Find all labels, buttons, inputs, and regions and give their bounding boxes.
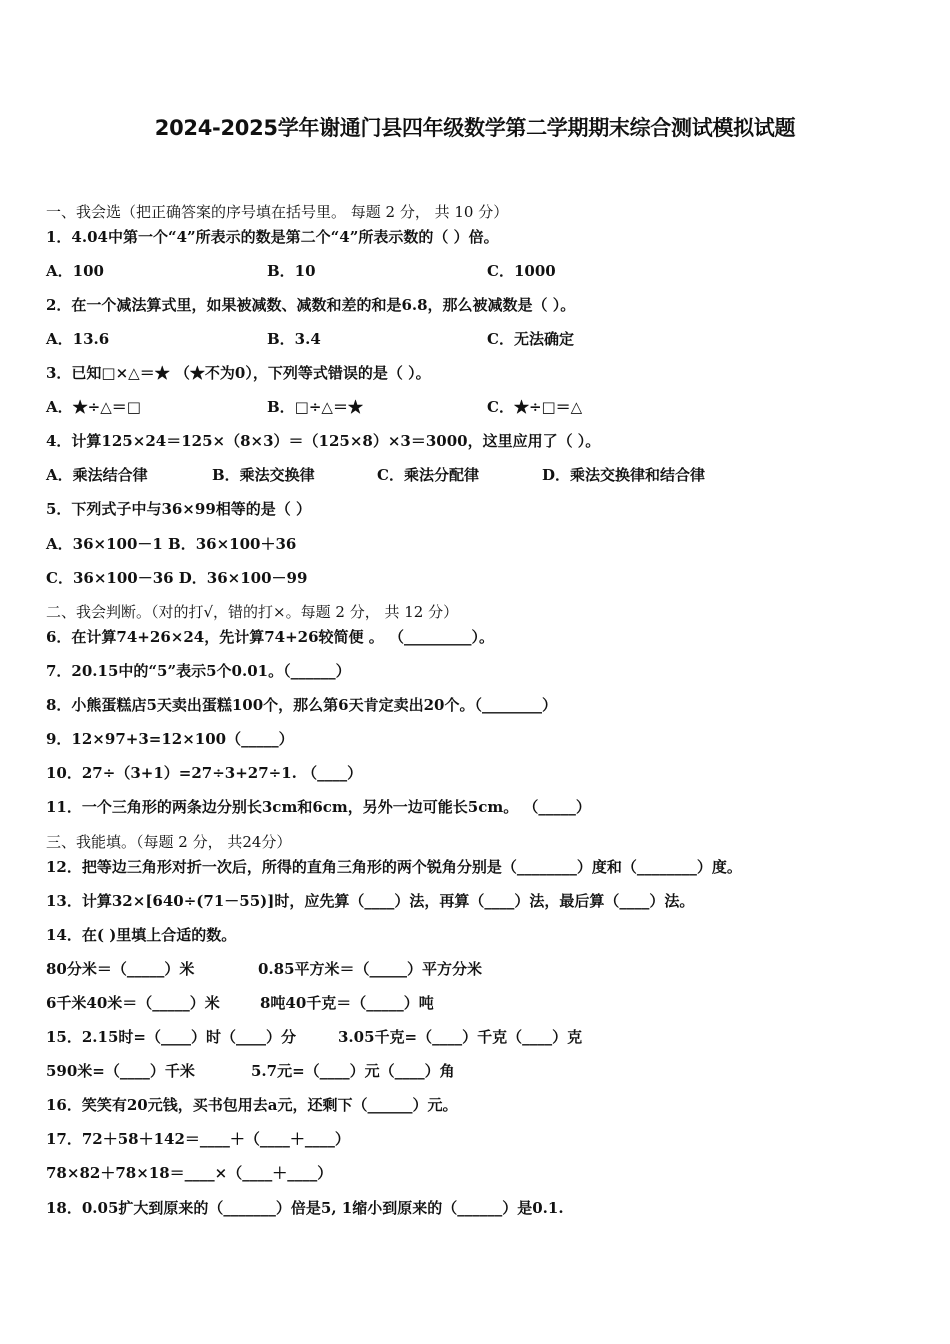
question-17-line-1: 17．72＋58＋142＝____＋（____＋____） xyxy=(46,1130,350,1148)
section-2-heading: 二、我会判断。（对的打√，错的打×。每题 2 分， 共 12 分） xyxy=(46,603,459,621)
question-18: 18．0.05扩大到原来的（_______）倍是5, 1缩小到原来的（______）是0.1. xyxy=(46,1199,564,1217)
question-17-line-2: 78×82＋78×18＝____×（____＋____） xyxy=(46,1164,333,1182)
q4-option-b: B．乘法交换律 xyxy=(212,466,315,484)
section-1-heading: 一、我会选（把正确答案的序号填在括号里。 每题 2 分， 共 10 分） xyxy=(46,203,509,221)
question-5: 5．下列式子中与36×99相等的是（ ） xyxy=(46,500,311,518)
q5-options-ab: A．36×100－1 B．36×100＋36 xyxy=(46,535,297,553)
question-13: 13．计算32×[640÷(71－55)]时，应先算（____）法，再算（____）法，最后算（____）法。 xyxy=(46,892,695,910)
question-6: 6．在计算74+26×24，先计算74+26较简便 。 （_________）。 xyxy=(46,628,494,646)
q1-option-c: C．1000 xyxy=(487,262,556,280)
q4-option-c: C．乘法分配律 xyxy=(377,466,479,484)
question-12: 12．把等边三角形对折一次后，所得的直角三角形的两个锐角分别是（________）度和（________）度。 xyxy=(46,858,742,876)
question-10: 10．27÷（3+1）=27÷3+27÷1. （____） xyxy=(46,764,363,782)
q4-option-a: A．乘法结合律 xyxy=(46,466,148,484)
q14-part-a: 80分米＝（_____）米 xyxy=(46,960,195,978)
question-8: 8．小熊蛋糕店5天卖出蛋糕100个，那么第6天肯定卖出20个。（________） xyxy=(46,696,557,714)
q1-option-b: B．10 xyxy=(267,262,316,280)
q15-part-b: 3.05千克=（____）千克（____）克 xyxy=(338,1028,583,1046)
q4-option-d: D．乘法交换律和结合律 xyxy=(542,466,706,484)
q2-option-a: A．13.6 xyxy=(46,330,110,348)
q1-option-a: A．100 xyxy=(46,262,104,280)
q2-option-b: B．3.4 xyxy=(267,330,321,348)
q15-part-a: 15．2.15时=（____）时（____）分 xyxy=(46,1028,296,1046)
question-11: 11．一个三角形的两条边分别长3cm和6cm，另外一边可能长5cm。 （_____） xyxy=(46,798,591,816)
question-4: 4．计算125×24＝125×（8×3）＝（125×8）×3＝3000，这里应用了（ ）。 xyxy=(46,432,601,450)
q2-option-c: C．无法确定 xyxy=(487,330,574,348)
question-3: 3．已知□×△＝★ （★不为0），下列等式错误的是（ ）。 xyxy=(46,364,431,382)
question-16: 16．笑笑有20元钱，买书包用去a元，还剩下（______）元。 xyxy=(46,1096,458,1114)
question-7: 7．20.15中的“5”表示5个0.01。（______） xyxy=(46,662,351,680)
q15-part-d: 5.7元=（____）元（____）角 xyxy=(251,1062,455,1080)
page-title: 2024-2025学年谢通门县四年级数学第二学期期末综合测试模拟试题 xyxy=(154,116,796,140)
q14-part-b: 0.85平方米＝（_____）平方分米 xyxy=(258,960,483,978)
q14-part-c: 6千米40米＝（_____）米 xyxy=(46,994,220,1012)
question-14: 14．在( )里填上合适的数。 xyxy=(46,926,237,944)
q5-options-cd: C．36×100－36 D．36×100－99 xyxy=(46,569,308,587)
q3-option-b: B．□÷△＝★ xyxy=(267,398,363,416)
q3-option-c: C．★÷□＝△ xyxy=(487,398,583,416)
q3-option-a: A．★÷△＝□ xyxy=(46,398,141,416)
q14-part-d: 8吨40千克＝（_____）吨 xyxy=(260,994,434,1012)
question-2: 2．在一个减法算式里，如果被减数、减数和差的和是6.8，那么被减数是（ ）。 xyxy=(46,296,576,314)
q15-part-c: 590米=（____）千米 xyxy=(46,1062,195,1080)
question-1: 1．4.04中第一个“4”所表示的数是第二个“4”所表示数的（ ）倍。 xyxy=(46,228,499,246)
question-9: 9．12×97+3=12×100（_____） xyxy=(46,730,294,748)
section-3-heading: 三、我能填。（每题 2 分， 共24分） xyxy=(46,833,292,851)
